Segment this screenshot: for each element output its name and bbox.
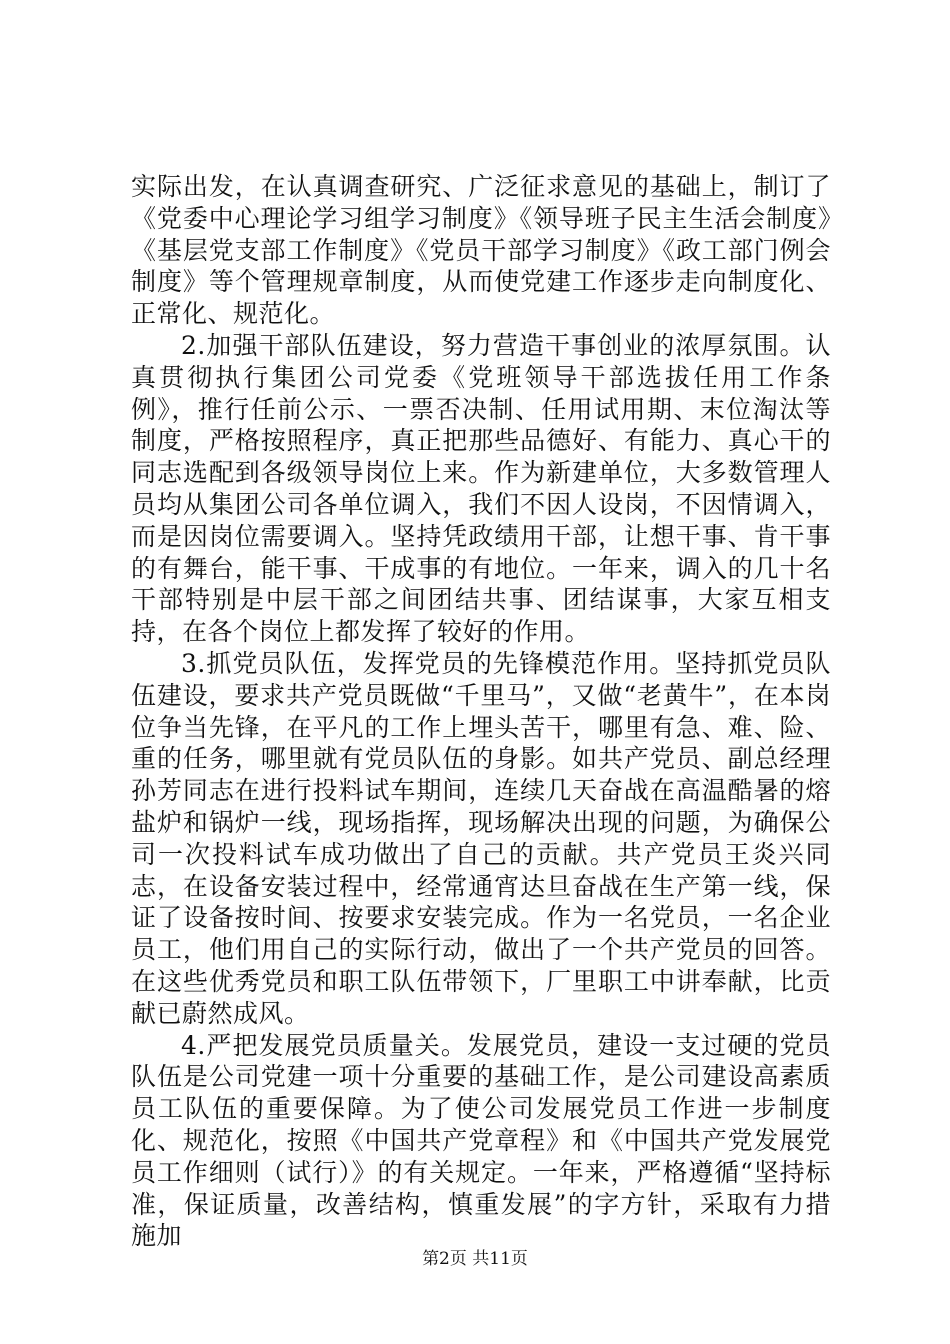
page-footer: 第2页 共11页 <box>422 1249 528 1269</box>
paragraph-2: 2.加强干部队伍建设，努力营造干事创业的浓厚氛围。认真贯彻执行集团公司党委《党班领导干部选拔任用工作条例》，推行任前公示、一票否决制、任用试用期、末位淘汰等制度，严格按照程序，真正把那些品德好、有能力、真心干的同志选配到各级领导岗位上来。作为新建单位，大多数管理人员均从集团公司各单位调入，我们不因人设岗，不因情调入，而是因岗位需要调入。坚持凭政绩用干部，让想干事、肯干事的有舞台，能干事、干成事的有地位。一年来，调入的几十名干部特别是中层干部之间团结共事、团结谋事，大家互相支持，在各个岗位上都发挥了较好的作用。 <box>131 330 831 647</box>
paragraph-1: 实际出发，在认真调查研究、广泛征求意见的基础上，制订了《党委中心理论学习组学习制度》《领导班子民主生活会制度》《基层党支部工作制度》《党员干部学习制度》《政工部门例会制度》等个管理规章制度，从而使党建工作逐步走向制度化、正常化、规范化。 <box>131 172 831 329</box>
paragraph-3: 3.抓党员队伍，发挥党员的先锋模范作用。坚持抓党员队伍建设，要求共产党员既做“千里马”，又做“老黄牛”，在本岗位争当先锋，在平凡的工作上埋头苦干，哪里有急、难、险、重的任务，哪里就有党员队伍的身影。如共产党员、副总经理孙芳同志在进行投料试车期间，连续几天奋战在高温酷暑的熔盐炉和锅炉一线，现场指挥，现场解决出现的问题，为确保公司一次投料试车成功做出了自己的贡献。共产党员王炎兴同志，在设备安装过程中，经常通宵达旦奋战在生产第一线，保证了设备按时间、按要求安装完成。作为一名党员，一名企业员工，他们用自己的实际行动，做出了一个共产党员的回答。在这些优秀党员和职工队伍带领下，厂里职工中讲奉献，比贡献已蔚然成风。 <box>131 648 831 1028</box>
document-body <box>131 171 831 1252</box>
paragraph-4: 4.严把发展党员质量关。发展党员，建设一支过硬的党员队伍是公司党建一项十分重要的基础工作，是公司建设高素质员工队伍的重要保障。为了使公司发展党员工作进一步制度化、规范化，按照《中国共产党章程》和《中国共产党发展党员工作细则（试行）》的有关规定。一年来，严格遵循“坚持标准，保证质量，改善结构，慎重发展”的字方针，采取有力措施加 <box>131 1030 831 1251</box>
